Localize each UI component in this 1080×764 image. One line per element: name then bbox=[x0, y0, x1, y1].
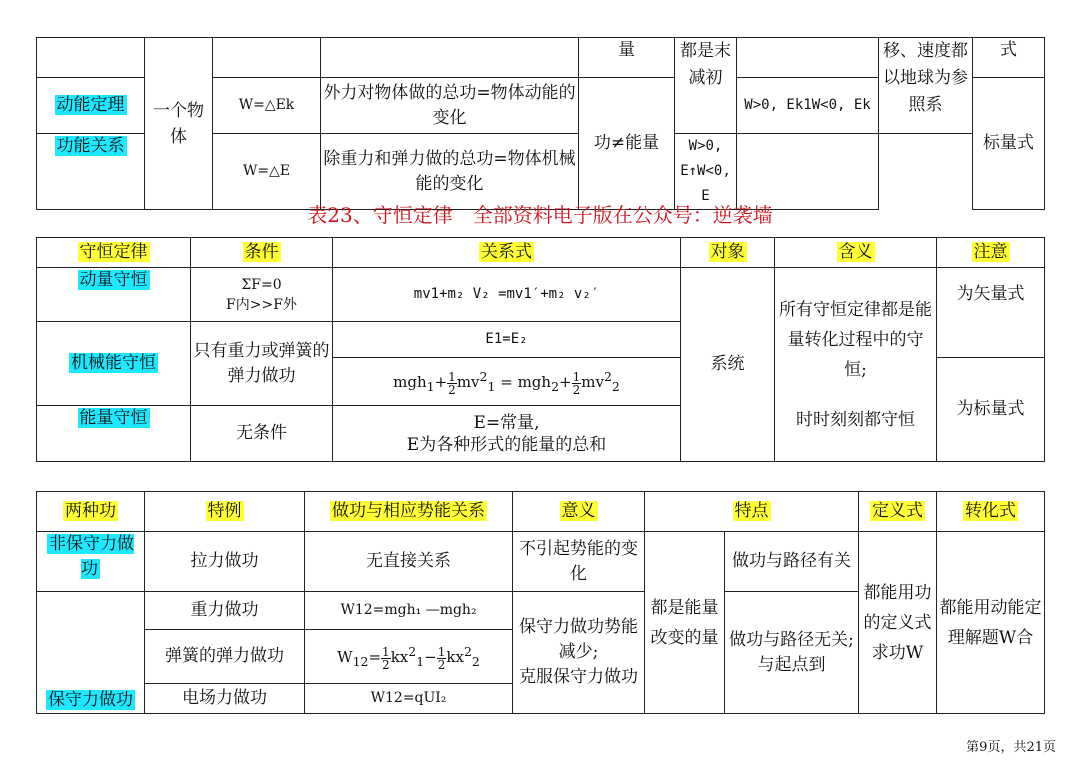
momentum-cond-2: F内>>F外 bbox=[226, 296, 297, 313]
header-example: 特例 bbox=[145, 492, 305, 532]
header-relation: 关系式 bbox=[333, 238, 681, 268]
header-feature: 特点 bbox=[645, 492, 859, 532]
gravity-work: 重力做功 bbox=[145, 592, 305, 630]
energy-formula-2: E为各种形式的能量的总和 bbox=[406, 434, 607, 455]
energy-change-cell: 都是能量改变的量 bbox=[645, 532, 725, 714]
momentum-condition bbox=[191, 268, 333, 322]
path-dependent: 做功与路径有关 bbox=[725, 532, 859, 592]
object-system: 系统 bbox=[681, 268, 775, 462]
meaning-line-2: 时时刻刻都守恒 bbox=[796, 409, 915, 430]
kinetic-formula: W=△Ek bbox=[213, 78, 321, 134]
page-number: 第9页，共21页 bbox=[966, 740, 1056, 755]
cell-empty bbox=[321, 38, 579, 78]
header-object: 对象 bbox=[681, 238, 775, 268]
cell-empty bbox=[737, 38, 879, 78]
mechanical-condition: 只有重力或弹簧的弹力做功 bbox=[191, 322, 333, 406]
no-potential-change: 不引起势能的变化 bbox=[513, 532, 645, 592]
conversion-cell: 都能用动能定理解题W合 bbox=[937, 532, 1045, 714]
conservation-table bbox=[36, 237, 1045, 462]
work-energy-table bbox=[36, 37, 1045, 210]
mechanical-label: 机械能守恒 bbox=[37, 322, 191, 406]
momentum-cond-1: ΣF=0 bbox=[241, 276, 282, 293]
header-two-works: 两种功 bbox=[37, 492, 145, 532]
mechanical-formula-1: E1=E₂ bbox=[333, 322, 681, 358]
kinetic-theorem-label: 动能定理 bbox=[37, 78, 145, 134]
vector-note: 为矢量式 bbox=[937, 268, 1045, 358]
end-minus-start-cell: 都是末减初 bbox=[675, 38, 737, 134]
conservative-meaning bbox=[513, 592, 645, 714]
conservative-meaning-2: 克服保守力做功 bbox=[519, 667, 638, 687]
header-relation: 做功与相应势能关系 bbox=[305, 492, 513, 532]
header-meaning: 含义 bbox=[775, 238, 937, 268]
pull-work: 拉力做功 bbox=[145, 532, 305, 592]
object-cell: 一个物体 bbox=[145, 38, 213, 210]
momentum-formula: mv1+m₂ V₂ =mv1′+m₂ v₂′ bbox=[333, 268, 681, 322]
cell-empty bbox=[737, 134, 879, 210]
gravity-relation: W12=mgh₁ —mgh₂ bbox=[305, 592, 513, 630]
conservative-meaning-1: 保守力做功势能减少; bbox=[519, 617, 638, 662]
header-conversion: 转化式 bbox=[937, 492, 1045, 532]
header-note: 注意 bbox=[937, 238, 1045, 268]
no-direct-relation: 无直接关系 bbox=[305, 532, 513, 592]
conservative-label: 保守力做功 bbox=[37, 592, 145, 714]
energy-label: 能量守恒 bbox=[37, 406, 191, 462]
energy-formula: W=△E bbox=[213, 134, 321, 210]
energy-meaning: 除重力和弹力做的总功=物体机械能的变化 bbox=[321, 134, 579, 210]
path-independent: 做功与路径无关;与起点到 bbox=[725, 592, 859, 714]
energy-formula-1: E=常量, bbox=[473, 412, 540, 433]
scalar-note: 为标量式 bbox=[937, 358, 1045, 462]
work-energy-label: 功能关系 bbox=[37, 134, 145, 210]
mechanical-formula-2: mgh$_1$+ $\frac{1}{2}$ $mv^2_1 = mgh_2+$ $\frac{1}{2}$ $mv^2_2$ bbox=[333, 358, 681, 406]
kinetic-sign-cell: W>0, Ek1W<0, Ek bbox=[737, 78, 879, 134]
scalar-form-cell: 标量式 bbox=[973, 78, 1045, 210]
electric-work: 电场力做功 bbox=[145, 684, 305, 714]
spring-relation: $W_{12}=$ $\frac{1}{2}$ $kx^2_1-$ $\frac{1}{2}$ $kx^2_2$ bbox=[305, 630, 513, 684]
definition-cell: 都能用功的定义式求功W bbox=[859, 532, 937, 714]
energy-condition: 无条件 bbox=[191, 406, 333, 462]
header-meaning: 意义 bbox=[513, 492, 645, 532]
energy-sign-cell: W>0, E↑W<0, E bbox=[675, 134, 737, 210]
nonconservative-label: 非保守力做功 bbox=[37, 532, 145, 592]
energy-formula bbox=[333, 406, 681, 462]
quantity-cell: 量 bbox=[579, 38, 675, 78]
form-cell: 式 bbox=[973, 38, 1045, 78]
table-caption: 表23、守恒定律 全部资料电子版在公众号：逆袭墙 bbox=[307, 203, 773, 227]
cell-empty bbox=[213, 38, 321, 78]
header-condition: 条件 bbox=[191, 238, 333, 268]
kinetic-meaning: 外力对物体做的总功=物体动能的变化 bbox=[321, 78, 579, 134]
spring-work: 弹簧的弹力做功 bbox=[145, 630, 305, 684]
momentum-label: 动量守恒 bbox=[37, 268, 191, 322]
reference-frame-cell: 移、速度都以地球为参照系 bbox=[879, 38, 973, 134]
work-types-table bbox=[36, 491, 1045, 714]
work-not-energy-cell: 功≠能量 bbox=[579, 78, 675, 210]
electric-relation: W12=qUI₂ bbox=[305, 684, 513, 714]
meaning-cell bbox=[775, 268, 937, 462]
header-law: 守恒定律 bbox=[37, 238, 191, 268]
cell-empty bbox=[37, 38, 145, 78]
meaning-line-1: 所有守恒定律都是能量转化过程中的守恒; bbox=[779, 299, 932, 380]
header-definition: 定义式 bbox=[859, 492, 937, 532]
